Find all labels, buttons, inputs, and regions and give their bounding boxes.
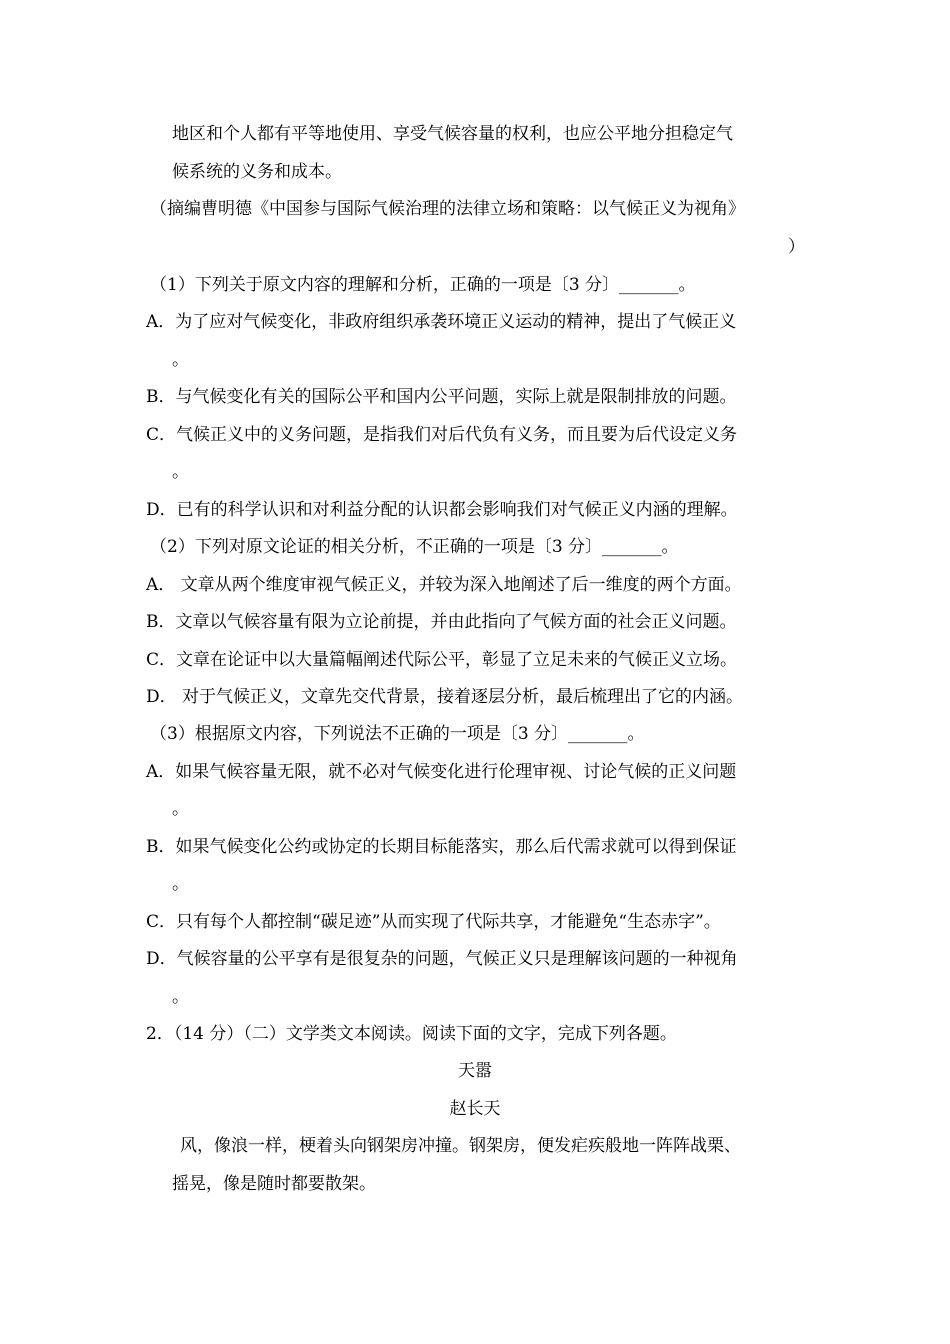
story-title: 天嚣 (458, 1061, 492, 1081)
question-3-stem: （3）根据原文内容，下列说法不正确的一项是〔3 分〕_______。 (150, 724, 645, 744)
story-paragraph-line: 风，像浪一样，梗着头向钢架房冲撞。钢架房，便发疟疾般地一阵阵战栗、 (180, 1136, 741, 1156)
paragraph-line: 地区和个人都有平等地使用、享受气候容量的权利，也应公平地分担稳定气 (172, 124, 733, 144)
option-a-continued: 。 (172, 799, 189, 819)
option-c-continued: 。 (172, 462, 189, 482)
citation-line: （摘编曹明德《中国参与国际气候治理的法律立场和策略：以气候正义为视角》 (150, 199, 745, 219)
option-a-continued: 。 (172, 350, 189, 370)
section-2-heading: 2．（14 分）（二）文学类文本阅读。阅读下面的文字，完成下列各题。 (146, 1024, 677, 1044)
question-2-stem: （2）下列对原文论证的相关分析，不正确的一项是〔3 分〕_______。 (150, 537, 679, 557)
story-paragraph-line: 摇晃，像是随时都要散架。 (172, 1174, 376, 1194)
option-b: B．文章以气候容量有限为立论前提，并由此指向了气候方面的社会正义问题。 (146, 612, 737, 632)
option-a: A． 文章从两个维度审视气候正义，并较为深入地阐述了后一维度的两个方面。 (146, 575, 742, 595)
option-c: C．只有每个人都控制“碳足迹”从而实现了代际共享，才能避免“生态赤字”。 (146, 912, 721, 932)
option-d: D． 对于气候正义，文章先交代背景，接着逐层分析，最后梳理出了它的内涵。 (146, 687, 744, 707)
citation-closing-paren: ） (788, 237, 805, 257)
option-a: A．为了应对气候变化，非政府组织承袭环境正义运动的精神，提出了气候正义 (146, 312, 737, 332)
option-b: B．与气候变化有关的国际公平和国内公平问题，实际上就是限制排放的问题。 (146, 387, 737, 407)
story-author: 赵长天 (449, 1099, 501, 1119)
option-a: A．如果气候容量无限，就不必对气候变化进行伦理审视、讨论气候的正义问题 (146, 762, 737, 782)
option-b: B．如果气候变化公约或协定的长期目标能落实，那么后代需求就可以得到保证 (146, 837, 737, 857)
option-c: C．文章在论证中以大量篇幅阐述代际公平，彰显了立足未来的气候正义立场。 (146, 650, 738, 670)
option-b-continued: 。 (172, 874, 189, 894)
option-d-continued: 。 (172, 987, 189, 1007)
option-c: C．气候正义中的义务问题，是指我们对后代负有义务，而且要为后代设定义务 (146, 425, 738, 445)
question-1-stem: （1）下列关于原文内容的理解和分析，正确的一项是〔3 分〕_______。 (150, 275, 696, 295)
paragraph-line: 候系统的义务和成本。 (172, 162, 342, 182)
option-d: D．已有的科学认识和对利益分配的认识都会影响我们对气候正义内涵的理解。 (146, 500, 738, 520)
option-d: D．气候容量的公平享有是很复杂的问题，气候正义只是理解该问题的一种视角 (146, 949, 738, 969)
